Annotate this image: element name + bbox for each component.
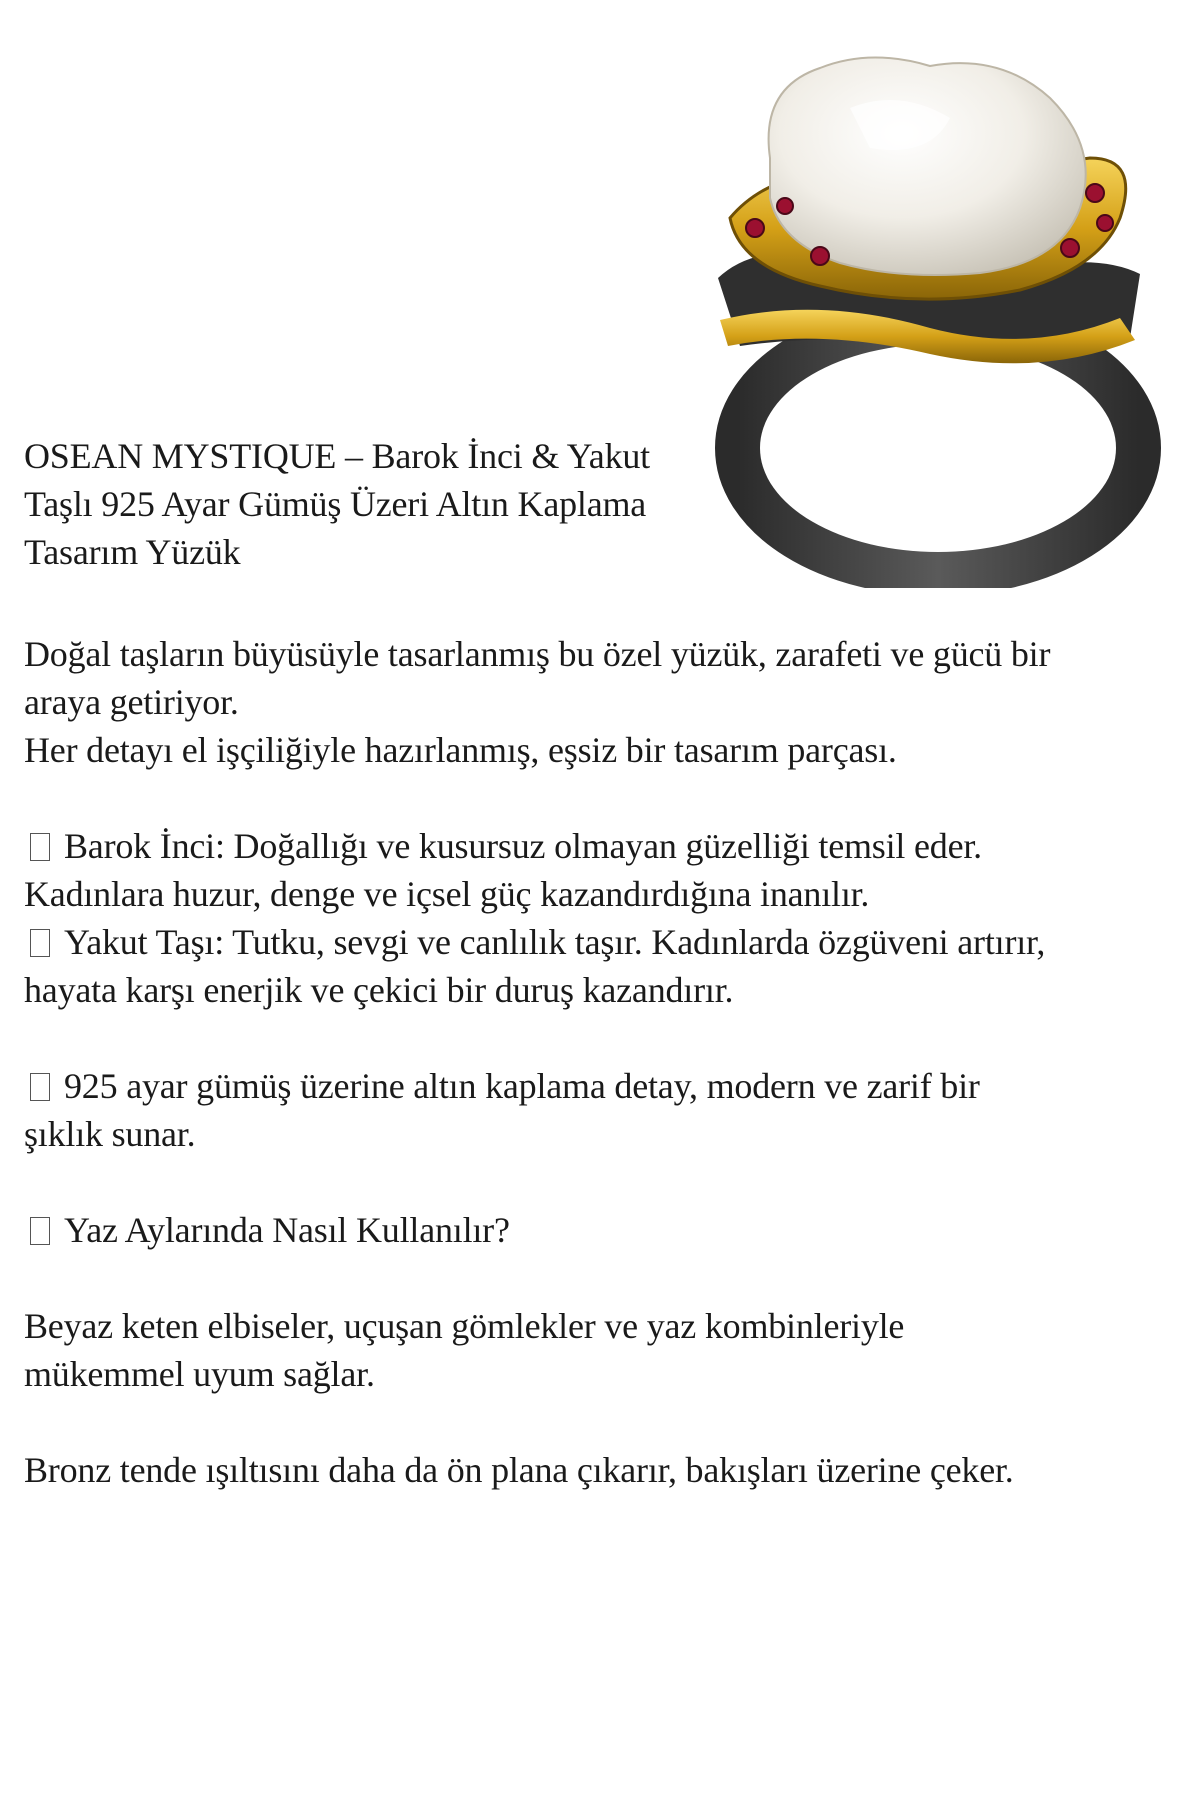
stone-ruby-line: hayata karşı enerjik ve çekici bir duruş kazandırır. <box>24 970 734 1010</box>
stone-pearl-line: Barok İnci: Doğallığı ve kusursuz olmayan güzelliği temsil eder. <box>24 822 1184 870</box>
summer-paragraph <box>24 1302 1184 1398</box>
material-line: şıklık sunar. <box>24 1114 196 1154</box>
product-title-line: Tasarım Yüzük <box>24 532 241 572</box>
stone-pearl-line: Kadınlara huzur, denge ve içsel güç kazandırdığına inanılır. <box>24 874 870 914</box>
intro-line: Doğal taşların büyüsüyle tasarlanmış bu özel yüzük, zarafeti ve gücü bir <box>24 634 1051 674</box>
stone-ruby-line: Yakut Taşı: Tutku, sevgi ve canlılık taşır. Kadınlarda özgüveni artırır, <box>24 918 1184 966</box>
ruby-stone <box>1086 184 1104 202</box>
missing-glyph-box-icon <box>30 929 50 957</box>
product-title-line: OSEAN MYSTIQUE – Barok İnci & Yakut <box>24 436 650 476</box>
summer-line: Beyaz keten elbiseler, uçuşan gömlekler ve yaz kombinleriyle <box>24 1306 905 1346</box>
ruby-stone <box>1061 239 1079 257</box>
material-line: 925 ayar gümüş üzerine altın kaplama detay, modern ve zarif bir <box>24 1062 1184 1110</box>
material-paragraph <box>24 1062 1184 1158</box>
missing-glyph-box-icon <box>30 1073 50 1101</box>
stones-paragraph <box>24 822 1184 1014</box>
product-description <box>24 630 1184 1494</box>
summer-line: mükemmel uyum sağlar. <box>24 1354 375 1394</box>
intro-line: araya getiriyor. <box>24 682 239 722</box>
summer-heading: Yaz Aylarında Nasıl Kullanılır? <box>24 1206 1184 1254</box>
missing-glyph-box-icon <box>30 833 50 861</box>
ruby-stone <box>811 247 829 265</box>
missing-glyph-box-icon <box>30 1217 50 1245</box>
product-title-line: Taşlı 925 Ayar Gümüş Üzeri Altın Kaplama <box>24 484 647 524</box>
ruby-stone <box>777 198 793 214</box>
product-title <box>24 432 744 576</box>
baroque-pearl <box>769 57 1086 275</box>
product-image <box>700 28 1170 588</box>
intro-paragraph <box>24 630 1184 774</box>
ruby-stone <box>746 219 764 237</box>
closing-line: Bronz tende ışıltısını daha da ön plana çıkarır, bakışları üzerine çeker. <box>24 1450 1014 1490</box>
closing-paragraph <box>24 1446 1184 1494</box>
ruby-stone <box>1097 215 1113 231</box>
intro-line: Her detayı el işçiliğiyle hazırlanmış, eşsiz bir tasarım parçası. <box>24 730 897 770</box>
